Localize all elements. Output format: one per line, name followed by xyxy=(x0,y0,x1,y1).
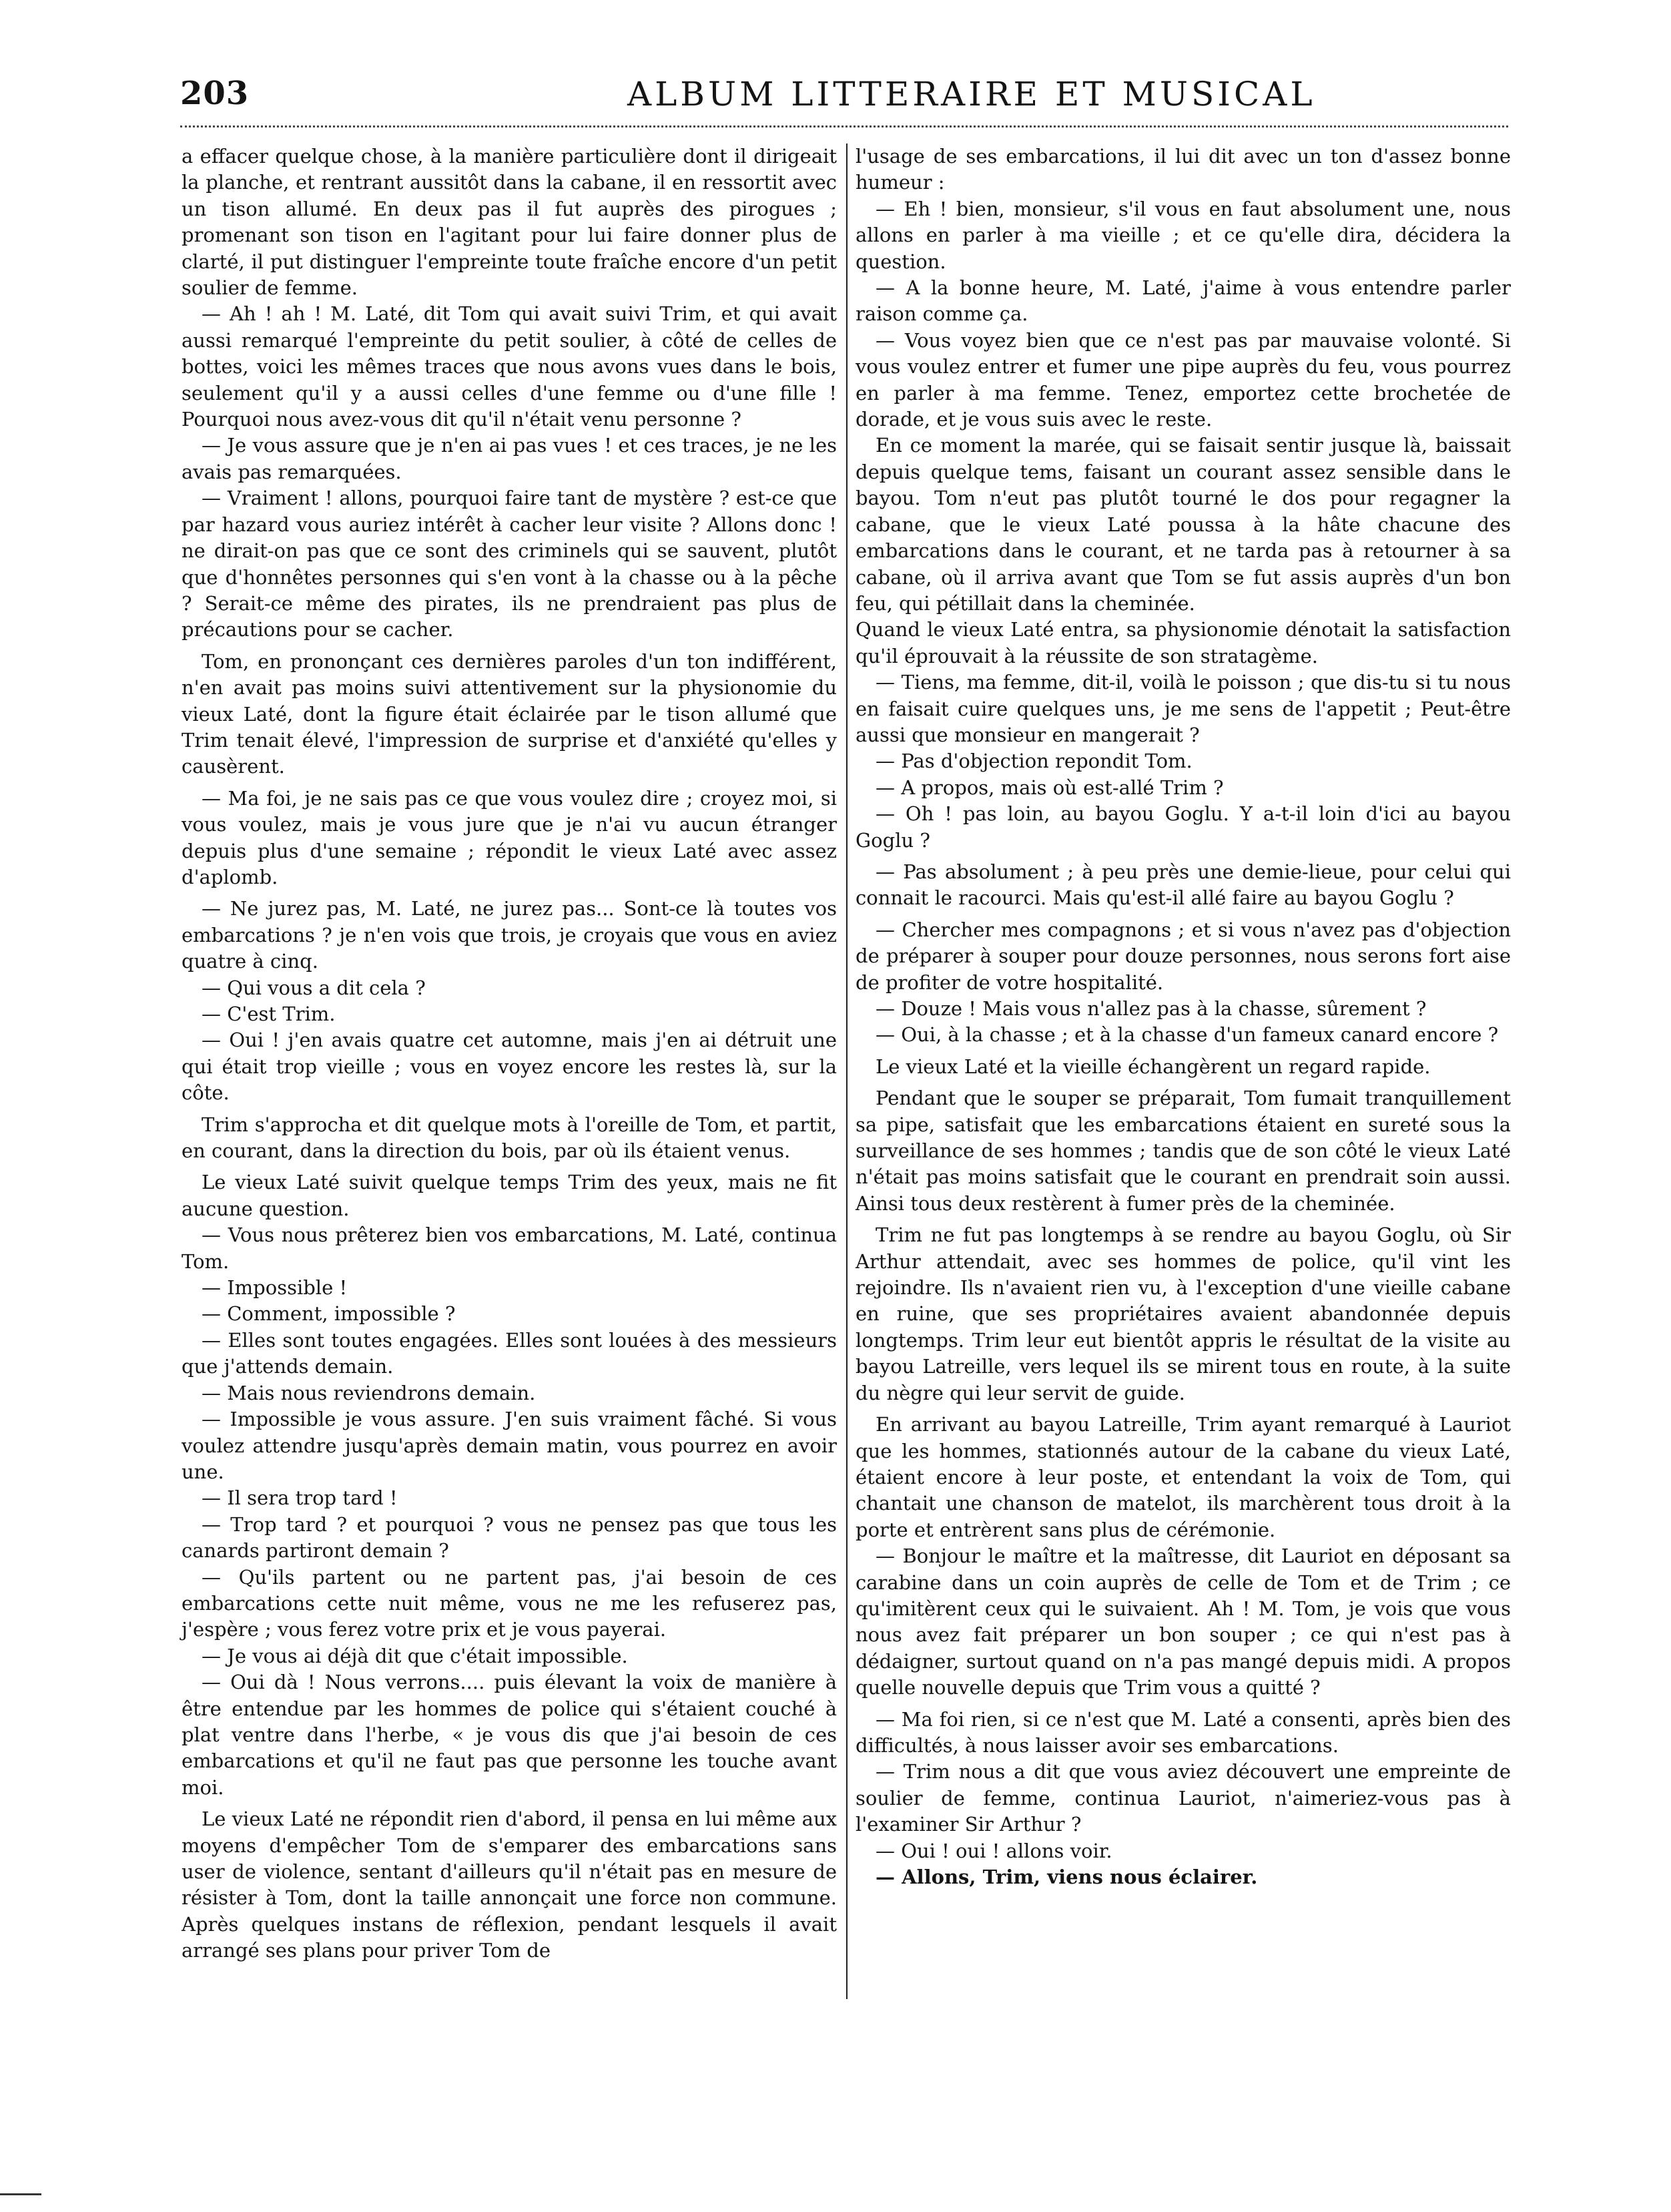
paragraph: — Il sera trop tard ! xyxy=(202,1486,398,1510)
paragraph: — Allons, Trim, viens nous éclairer. xyxy=(876,1866,1258,1888)
paragraph: — Trim nous a dit que vous aviez découvert une empreinte de soulier de femme, continua Lauriot, n'aimeriez-vous pas à l'examiner Sir Arthur ? xyxy=(856,1760,1511,1836)
paragraph: Le vieux Laté et la vieille échangèrent un regard rapide. xyxy=(876,1055,1431,1078)
paragraph: Le vieux Laté suivit quelque temps Trim des yeux, mais ne fit aucune question. xyxy=(182,1171,837,1220)
paragraph: — Impossible ! xyxy=(202,1276,348,1300)
paragraph: — Elles sont toutes engagées. Elles sont louées à des messieurs que j'attends demain. xyxy=(182,1328,837,1378)
paragraph: Tom, en prononçant ces dernières paroles d'un ton indifférent, n'en avait pas moins suivi attentivement sur la physionomie du vieux Laté, dont la figure était éclairée par le tison allumé que Trim tenait élevé, l'impression de surprise et d'anxiété qu'elles y causèrent. xyxy=(182,649,837,778)
paragraph: — Je vous ai déjà dit que c'était impossible. xyxy=(202,1644,628,1667)
paragraph: En arrivant au bayou Latreille, Trim ayant remarqué à Lauriot que les hommes, stationnés autour de la cabane du vieux Laté, étaient encore à leur poste, et entendant la voix de Tom, qui chantait une chanson de matelot, ils marchèrent tous droit à la porte et entrèrent sans plus de cérémonie. xyxy=(856,1413,1511,1541)
paragraph: — Chercher mes compagnons ; et si vous n'avez pas d'objection de préparer à souper pour douze personnes, nous serons fort aise de profiter de votre hospitalité. xyxy=(856,918,1511,994)
paragraph: Trim ne fut pas longtemps à se rendre au bayou Goglu, où Sir Arthur attendait, avec ses hommes de police, qu'il vint les rejoindre. Ils n'avaient rien vu, à l'exception d'une vieille cabane en ruine, que ses propriétaires avaient abandonnée depuis longtemps. Trim leur eut bientôt appris le résultat de la visite au bayou Latreille, vers lequel ils se mirent tous en route, à la suite du nègre qui leur servit de guide. xyxy=(856,1223,1511,1404)
paragraph: — Qui vous a dit cela ? xyxy=(202,976,426,999)
paragraph: Pendant que le souper se préparait, Tom fumait tranquillement sa pipe, satisfait que les embarcations étaient en sureté sous la surveillance de ses hommes ; tandis que de son côté le vieux Laté n'était pas moins satisfait que le courant en prendrait soin aussi. Ainsi tous deux restèrent à fumer près de la cheminée. xyxy=(856,1087,1511,1215)
paragraph: — Oui ! j'en avais quatre cet automne, mais j'en ai détruit une qui était trop vieille ; vous en voyez encore les restes là, sur la côte. xyxy=(182,1029,837,1105)
paragraph: — Pas absolument ; à peu près une demie-lieue, pour celui qui connait le racourci. Mais qu'est-il allé faire au bayou Goglu ? xyxy=(856,860,1511,910)
paragraph: — Je vous assure que je n'en ai pas vues ! et ces traces, je ne les avais pas remarquées. xyxy=(182,434,837,483)
paragraph: — Bonjour le maître et la maîtresse, dit Lauriot en déposant sa carabine dans un coin auprès de celle de Tom et de Trim ; ce qu'imitèrent ceux qui le suivaient. Ah ! M. Tom, je vois que vous nous avez fait préparer un bon souper ; ce qui n'est pas à dédaigner, surtout quand on n'a pas mangé depuis midi. A propos quelle nouvelle depuis que Trim vous a quitté ? xyxy=(856,1545,1511,1699)
paragraph: Trim s'approcha et dit quelque mots à l'oreille de Tom, et partit, en courant, dans la direction du bois, par où ils étaient venus. xyxy=(182,1113,837,1163)
paragraph: — Ma foi rien, si ce n'est que M. Laté a consenti, après bien des difficultés, à nous laisser avoir ses embarcations. xyxy=(856,1707,1511,1757)
column-divider xyxy=(846,144,848,1999)
page-header xyxy=(180,75,1508,121)
paragraph: — Comment, impossible ? xyxy=(202,1302,456,1326)
paragraph: — A propos, mais où est-allé Trim ? xyxy=(876,776,1224,799)
publication-title: ALBUM LITTERAIRE ET MUSICAL xyxy=(627,75,1316,113)
paragraph: — Mais nous reviendrons demain. xyxy=(202,1381,536,1404)
paragraph: — C'est Trim. xyxy=(202,1003,336,1025)
paragraph: — Eh ! bien, monsieur, s'il vous en faut absolument une, nous allons en parler à ma vieille ; et ce qu'elle dira, décidera la question. xyxy=(856,197,1511,273)
paragraph: — Vraiment ! allons, pourquoi faire tant de mystère ? est-ce que par hazard vous auriez intérêt à cacher leur visite ? Allons donc ! ne dirait-on pas que ce sont des criminels qui se sauvent, plutôt que d'honnêtes personnes qui s'en vont à la chasse ou à la pêche ? Serait-ce même des pirates, ils ne prendraient pas plus de précautions pour se cacher. xyxy=(182,487,837,641)
paragraph: Le vieux Laté ne répondit rien d'abord, il pensa en lui même aux moyens d'empêcher Tom de s'emparer des embarcations sans user de violence, sentant d'ailleurs qu'il n'était pas en mesure de résister à Tom, dont la taille annonçait une force non commune. Après quelques instans de réflexion, pendant lesquels il avait arrangé ses plans pour priver Tom de xyxy=(182,1808,837,1962)
paragraph: — Vous nous prêterez bien vos embarcations, M. Laté, continua Tom. xyxy=(182,1223,837,1273)
header-rule xyxy=(180,125,1508,127)
paragraph: — Trop tard ? et pourquoi ? vous ne pensez pas que tous les canards partiront demain ? xyxy=(182,1512,837,1563)
paragraph: — Douze ! Mais vous n'allez pas à la chasse, sûrement ? xyxy=(876,997,1427,1020)
page-number: 203 xyxy=(180,75,250,112)
right-column xyxy=(856,144,1511,1890)
paragraph: — Oui ! oui ! allons voir. xyxy=(876,1839,1112,1862)
paragraph: — Tiens, ma femme, dit-il, voilà le poisson ; que dis-tu si tu nous en faisait cuire quelques uns, je me sens de l'appetit ; Peut-être aussi que monsieur en mangerait ? xyxy=(856,671,1511,746)
paragraph: a effacer quelque chose, à la manière particulière dont il dirigeait la planche, et rentrant aussitôt dans la cabane, il en ressortit avec un tison allumé. En deux pas il fut auprès des pirogues ; promenant son tison en l'agitant pour lui faire donner plus de clarté, il put distinguer l'empreinte toute fraîche encore d'un petit soulier de femme. xyxy=(182,145,837,300)
paragraph: — Oh ! pas loin, au bayou Goglu. Y a-t-il loin d'ici au bayou Goglu ? xyxy=(856,802,1511,852)
paragraph: En ce moment la marée, qui se faisait sentir jusque là, baissait depuis quelque tems, faisant un courant assez sensible dans le bayou. Tom n'eut pas plutôt tourné le dos pour regagner la cabane, que le vieux Laté poussa à la hâte chacune des embarcations dans le courant, et ne tarda pas à retourner à sa cabane, où il arriva avant que Tom se fut assis auprès d'un bon feu, qui pétillait dans la cheminée. xyxy=(856,434,1511,615)
paragraph: — Vous voyez bien que ce n'est pas par mauvaise volonté. Si vous voulez entrer et fumer une pipe auprès du feu, vous pourrez en parler à ma femme. Tenez, emportez cette brochetée de dorade, et je vous suis avec le reste. xyxy=(856,328,1511,431)
paragraph: — Ne jurez pas, M. Laté, ne jurez pas... Sont-ce là toutes vos embarcations ? je n'en vois que trois, je croyais que vous en aviez quatre à cinq. xyxy=(182,897,837,973)
paragraph: — Qu'ils partent ou ne partent pas, j'ai besoin de ces embarcations cette nuit même, vous ne me les refuserez pas, j'espère ; vous ferez votre prix et je vous payerai. xyxy=(182,1565,837,1641)
left-column xyxy=(182,144,837,1964)
paragraph: l'usage de ses embarcations, il lui dit avec un ton d'assez bonne humeur : xyxy=(856,145,1511,194)
paragraph: — A la bonne heure, M. Laté, j'aime à vous entendre parler raison comme ça. xyxy=(856,276,1511,326)
paragraph: — Pas d'objection repondit Tom. xyxy=(876,750,1193,773)
paragraph: — Ah ! ah ! M. Laté, dit Tom qui avait suivi Trim, et qui avait aussi remarqué l'empreinte du petit soulier, à côté de celles de bottes, voici les mêmes traces que nous avons vues dans le bois, seulement qu'il y a aussi celles d'une femme ou d'une fille ! Pourquoi nous avez-vous dit qu'il n'était venu personne ? xyxy=(182,302,837,431)
paragraph: Quand le vieux Laté entra, sa physionomie dénotait la satisfaction qu'il éprouvait à la réussite de son stratagème. xyxy=(856,618,1511,667)
paragraph: — Impossible je vous assure. J'en suis vraiment fâché. Si vous voulez attendre jusqu'après demain matin, vous pourrez en avoir une. xyxy=(182,1408,837,1483)
paragraph: — Oui dà ! Nous verrons.... puis élevant la voix de manière à être entendue par les hommes de police qui s'étaient couché à plat ventre dans l'herbe, « je vous dis que j'ai besoin de ces embarcations et qu'il ne faut pas que personne les touche avant moi. xyxy=(182,1671,837,1799)
paragraph: — Ma foi, je ne sais pas ce que vous voulez dire ; croyez moi, si vous voulez, mais je vous jure que je n'ai vu aucun étranger depuis plus d'une semaine ; répondit le vieux Laté avec assez d'aplomb. xyxy=(182,786,837,888)
paragraph: — Oui, à la chasse ; et à la chasse d'un fameux canard encore ? xyxy=(876,1023,1499,1047)
margin-mark xyxy=(0,2193,41,2195)
